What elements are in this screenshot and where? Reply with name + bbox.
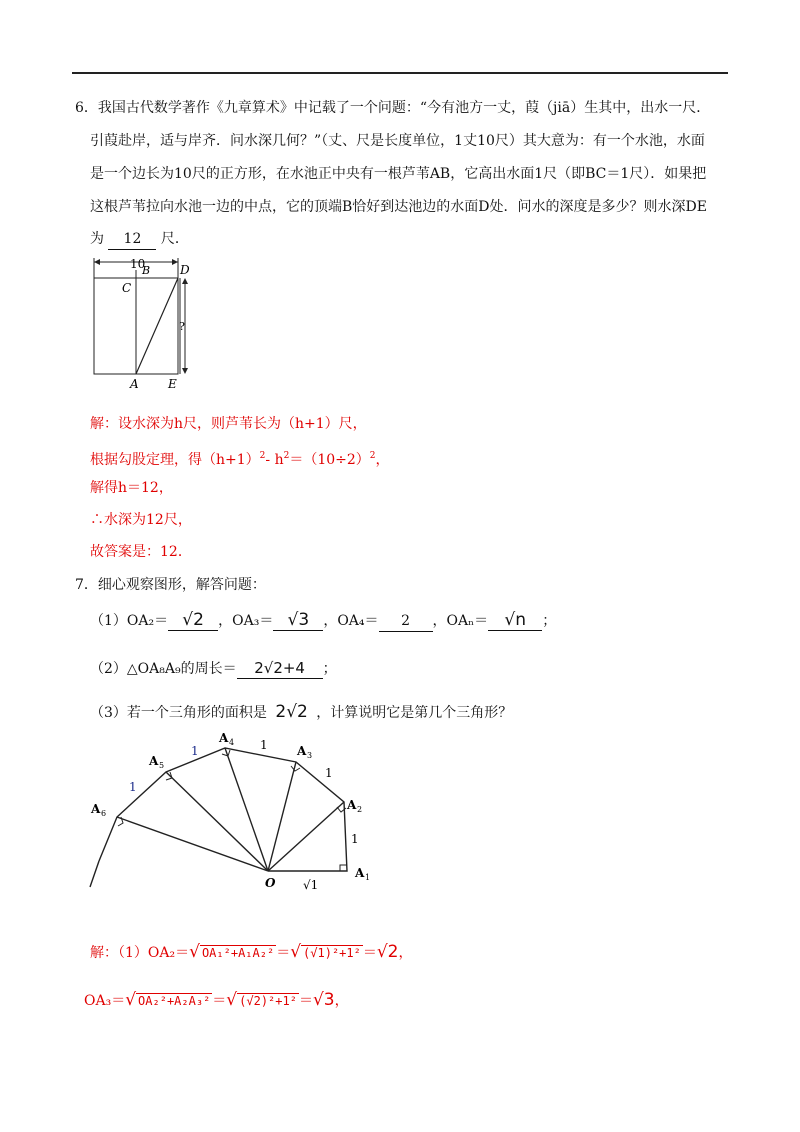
- q7-fig-sqrt1: √1: [303, 878, 319, 892]
- q6-fig-A: A: [130, 377, 139, 391]
- q6-fig-D: D: [180, 263, 190, 277]
- q6-sol-2: [90, 446, 390, 470]
- q6-fig-top-label: 10: [130, 257, 146, 271]
- q7-fig-one-d: 1: [325, 766, 333, 780]
- q7-fig-n4: 4: [229, 738, 235, 747]
- q7-fig-one-e: 1: [351, 832, 359, 846]
- q7-part3: [90, 702, 512, 723]
- q7-p1-vn: √n: [488, 610, 542, 631]
- q7-sol-1-end: ，: [398, 945, 413, 961]
- q7-p2-value: 2√2+4: [237, 658, 323, 679]
- q7-fig-O: O: [265, 876, 276, 890]
- q7-spiral-figure: [85, 725, 385, 895]
- q6-sol-2c: - h: [265, 452, 284, 468]
- q7-fig-n1: 1: [365, 873, 371, 882]
- q7-fig-one-a: 1: [129, 780, 137, 794]
- q7-sol-1-mid: (√1)²+1²: [303, 946, 361, 960]
- q6-line1: 6．我国古代数学著作《九章算术》中记载了一个问题：“今有池方一丈，葭（jiā）生其中，出水一尺．: [75, 100, 711, 116]
- q7-p1-v2: √2: [168, 610, 218, 631]
- q6-sol-3: 解得h＝12，: [90, 480, 173, 496]
- q7-p1-oan: ，OAₙ＝: [432, 613, 489, 629]
- q7-p3-value: 2√2: [275, 702, 308, 722]
- q7-fig-A2: A: [347, 798, 357, 812]
- q6-sol-2e: ＝（10÷2）: [289, 452, 370, 468]
- q6-fig-B: B: [142, 264, 151, 277]
- q6-sol-5: 故答案是：12．: [90, 544, 192, 560]
- q7-p1-label: （1）: [90, 613, 127, 629]
- q7-p1-oa3: ，OA₃＝: [218, 613, 274, 629]
- q7-fig-one-c: 1: [260, 738, 268, 752]
- q7-sol-2-expr: OA₂²+A₂A₃²: [138, 994, 211, 1008]
- q6-line5: [90, 229, 189, 250]
- q6-line5-pre: 为: [90, 231, 104, 247]
- q7-fig-one-b: 1: [191, 744, 199, 758]
- q7-fig-n6: 6: [101, 809, 107, 818]
- q7-sol-1-res: √2: [376, 942, 399, 962]
- q7-p1-v4: 2: [379, 611, 433, 632]
- q6-sol-2b: 2: [259, 451, 266, 461]
- q6-line5-post: 尺．: [160, 231, 189, 247]
- q7-p2-label: （2）△OA₈A₉的周长＝: [90, 661, 237, 677]
- q7-part1: [90, 610, 556, 632]
- q6-sol-2d: 2: [283, 451, 290, 461]
- q7-fig-n2: 2: [357, 805, 363, 814]
- q7-sol-2-pre: OA₃＝: [84, 993, 126, 1009]
- q7-p1-oa4: ，OA₄＝: [323, 613, 379, 629]
- q7-p2-end: ；: [322, 661, 337, 677]
- q7-p3-post: ，计算说明它是第几个三角形？: [316, 705, 513, 721]
- q7-fig-A6: A: [91, 802, 101, 816]
- q7-p1-oa2: OA₂＝: [126, 613, 169, 629]
- q6-line2: 引葭赴岸，适与岸齐．问水深几何？”（丈、尺是长度单位，1丈10尺）其大意为：有一个水池，水面: [90, 133, 705, 149]
- q7-p1-v3: √3: [273, 610, 323, 631]
- header-rule: [72, 72, 728, 74]
- q6-fig-C: C: [122, 281, 132, 295]
- q7-p3-pre: （3）若一个三角形的面积是: [90, 705, 267, 721]
- q7-fig-n3: 3: [307, 751, 313, 760]
- q6-line3: 是一个边长为10尺的正方形，在水池正中央有一根芦苇AB，它高出水面1尺（即BC＝1尺）．如果把: [90, 166, 707, 182]
- q6-sol-2g: ，: [375, 452, 390, 468]
- q7-title: 7．细心观察图形，解答问题：: [75, 577, 266, 593]
- q6-sol-1: 解：设水深为h尺，则芦苇长为（h+1）尺，: [90, 416, 367, 432]
- q6-pond-figure: [88, 252, 198, 392]
- q7-sol-1-pre: 解：（1）OA₂＝: [90, 945, 190, 961]
- q7-sol-2: OA₃＝√ OA₂²+A₂A₃² ＝√ (√2)²+1² ＝√3，: [84, 990, 349, 1010]
- q7-sol-1-expr: OA₁²+A₁A₂²: [201, 946, 275, 960]
- q7-sol-2-res: √3: [312, 990, 335, 1010]
- q6-fig-question: ?: [179, 320, 185, 333]
- q7-fig-A5: A: [149, 754, 159, 768]
- q6-sol-2a: 根据勾股定理，得（h+1）: [90, 452, 260, 468]
- q6-answer: 12: [108, 229, 156, 250]
- q6-line4: 这根芦苇拉向水池一边的中点，它的顶端B恰好到达池边的水面D处．问水的深度是多少？则水深DE: [90, 199, 707, 215]
- q6-sol-4: ∴水深为12尺，: [90, 512, 192, 528]
- q7-part2: [90, 658, 337, 679]
- q7-sol-1: 解：（1）OA₂＝√ OA₁²+A₁A₂² ＝√ (√1)²+1² ＝√2，: [90, 942, 413, 962]
- q7-fig-A3: A: [297, 744, 307, 758]
- q6-fig-E: E: [168, 377, 177, 391]
- q7-fig-A1: A: [355, 866, 365, 880]
- q7-fig-n5: 5: [159, 761, 165, 770]
- q7-sol-2-end: ，: [334, 993, 349, 1009]
- q7-p1-end: ；: [542, 613, 557, 629]
- q7-sol-2-mid: (√2)²+1²: [239, 994, 297, 1008]
- q6-sol-2f: 2: [369, 451, 376, 461]
- q7-fig-A4: A: [219, 731, 229, 745]
